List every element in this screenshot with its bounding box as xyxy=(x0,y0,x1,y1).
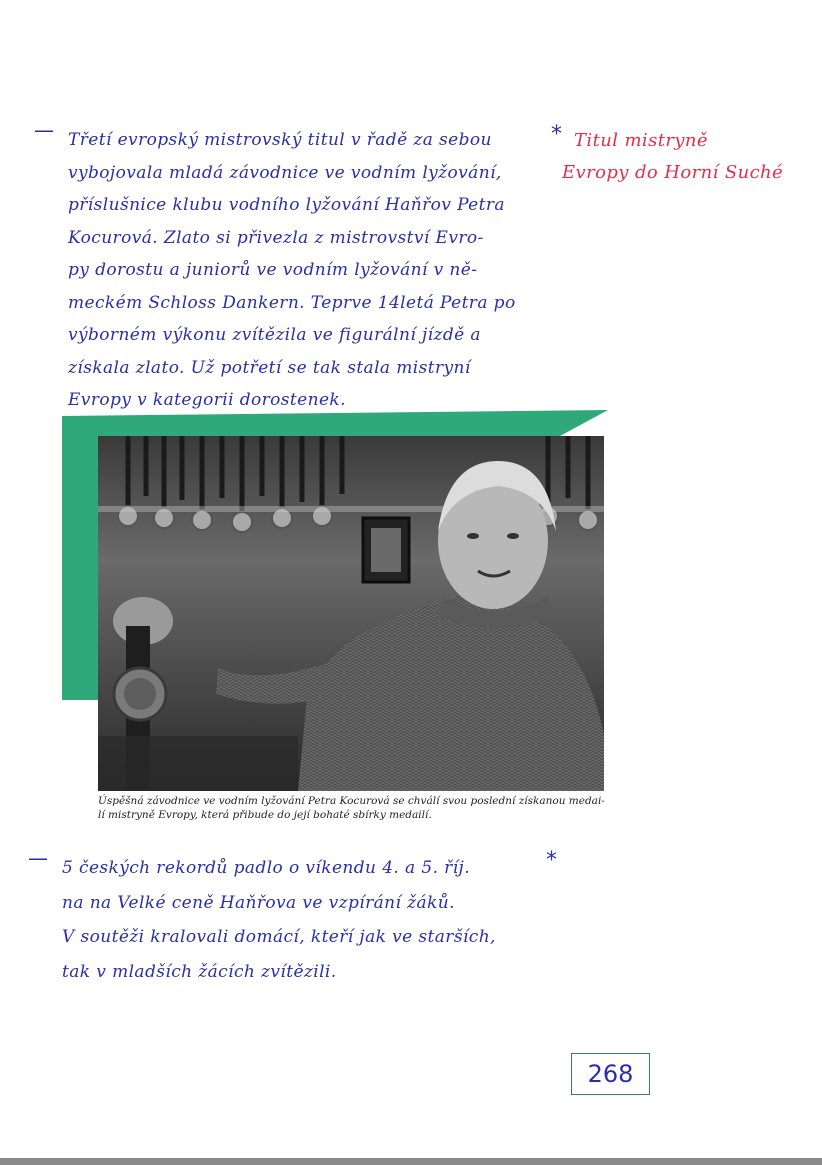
page-number: 268 xyxy=(571,1053,650,1095)
entry1-line: výborném výkonu zvítězila ve figurální jízdě a xyxy=(68,325,481,345)
entry1-line: meckém Schloss Dankern. Teprve 14letá Petra po xyxy=(68,292,516,313)
newspaper-photo xyxy=(98,436,604,791)
photo-illustration xyxy=(98,436,604,791)
entry1-line: získala zlato. Už potřetí se tak stala mistryní xyxy=(68,357,471,378)
entry1-line: vybojovala mladá závodnice ve vodním lyžování, xyxy=(68,162,502,183)
entry1-line: py dorostu a juniorů ve vodním lyžování v ně- xyxy=(68,260,478,280)
entry2-star-icon: * xyxy=(546,848,557,873)
entry2-line: 5 českých rekordů padlo o víkendu 4. a 5. říj. xyxy=(62,858,471,878)
entry1-line: Kocurová. Zlato si přivezla z mistrovství Evro- xyxy=(68,227,484,248)
margin-note-line: Evropy do Horní Suché xyxy=(562,162,784,183)
photo-caption: Úspěšná závodnice ve vodním lyžování Petra Kocurová se chválí svou poslední získanou medai- lí mistryně Evropy, která přibude do její bohaté sbírky medailí. xyxy=(98,795,605,821)
scan-edge xyxy=(0,1158,822,1165)
entry1-line: Evropy v kategorii dorostenek. xyxy=(68,390,346,410)
entry2-line: tak v mladších žácích zvítězili. xyxy=(62,961,337,982)
margin-star-icon: * xyxy=(551,122,562,147)
entry2-line: V soutěži kralovali domácí, kteří jak ve starších, xyxy=(62,927,496,947)
entry1-dash: — xyxy=(34,118,54,142)
entry2-dash: — xyxy=(28,846,48,870)
entry1-line: příslušnice klubu vodního lyžování Haňřov Petra xyxy=(68,195,505,215)
entry2-text xyxy=(62,851,496,989)
margin-note-line: Titul mistryně xyxy=(574,130,708,151)
entry2-line: na na Velké ceně Haňřova ve vzpírání žáků. xyxy=(62,892,455,913)
entry1-line: Třetí evropský mistrovský titul v řadě za sebou xyxy=(68,130,492,150)
